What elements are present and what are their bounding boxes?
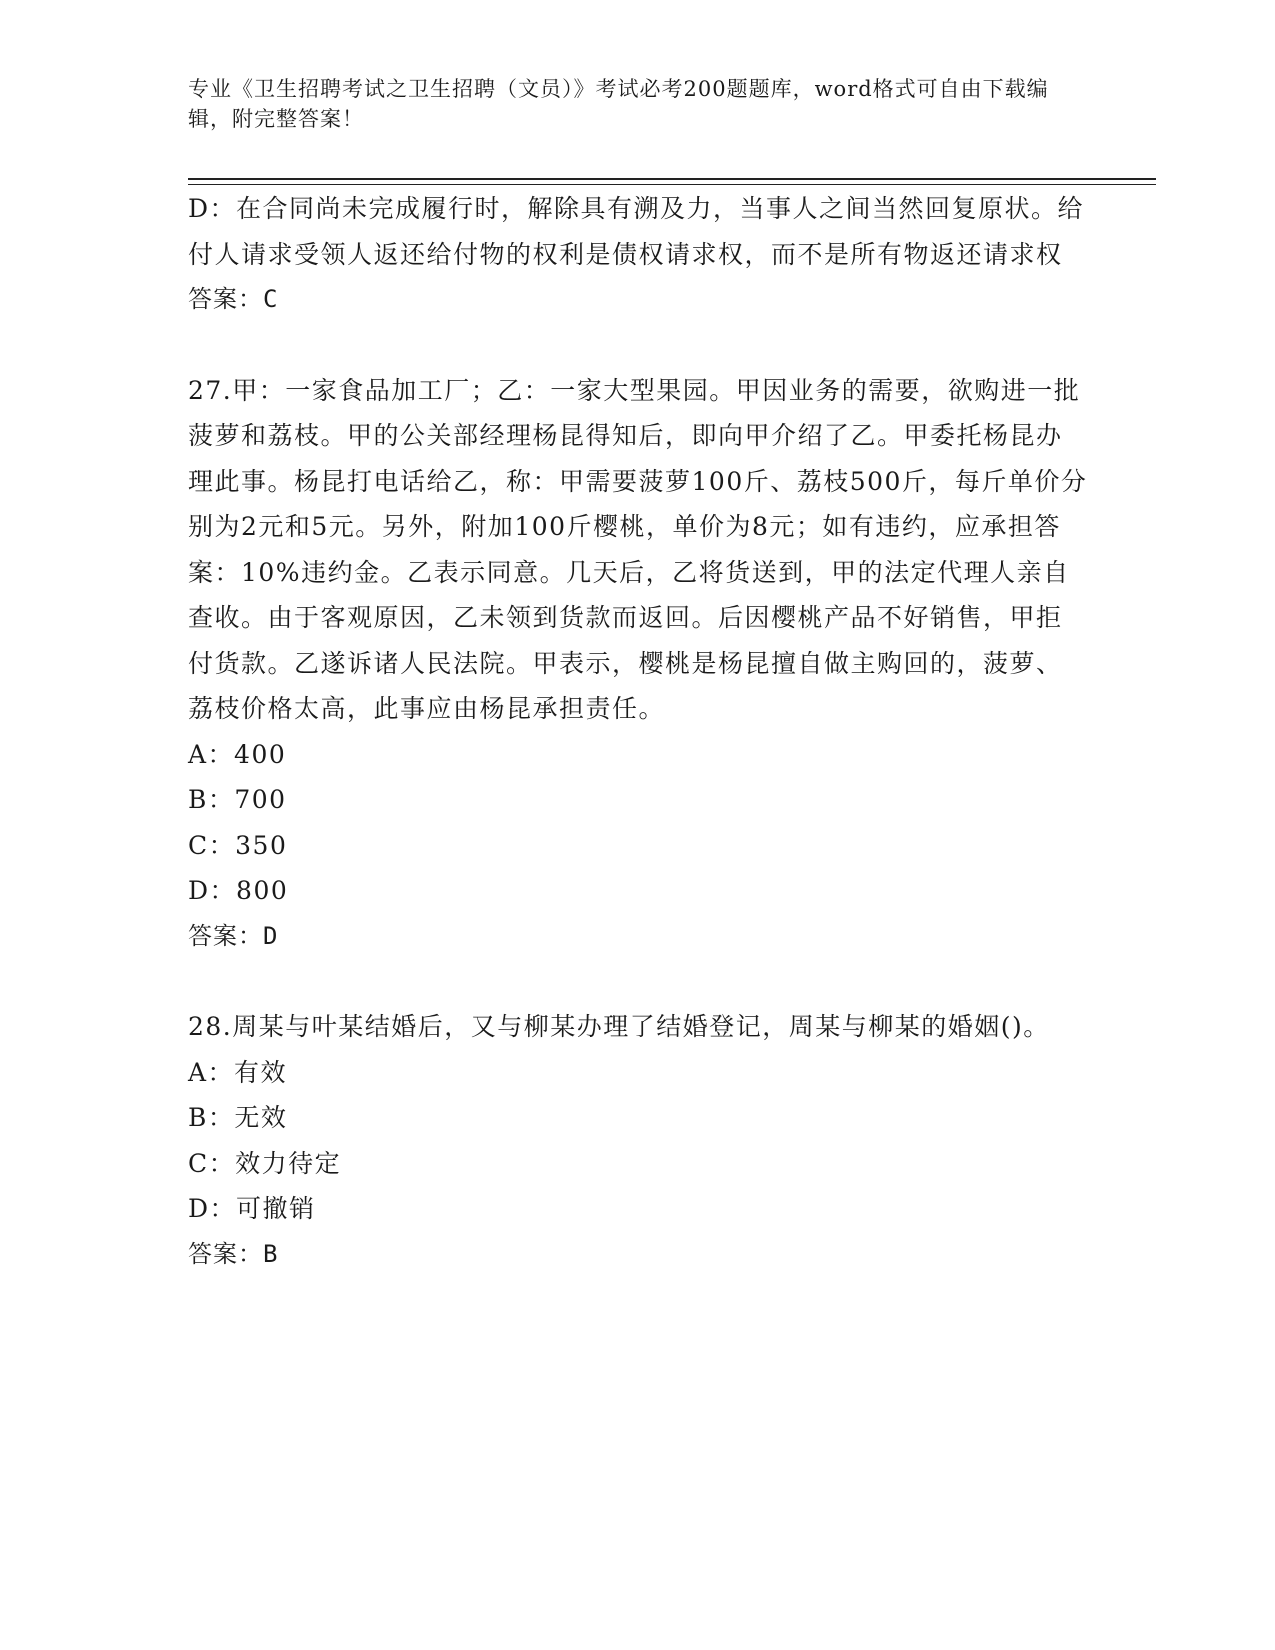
answer-line: 答案：D xyxy=(188,921,279,950)
question-stem: 28.周某与叶某结婚后，又与柳某办理了结婚登记，周某与柳某的婚姻()。 xyxy=(188,1012,1050,1041)
header-divider-thin xyxy=(188,184,1156,185)
option-b: B：无效 xyxy=(188,1103,288,1132)
question-28 xyxy=(188,1004,1088,1277)
answer-line: 答案：B xyxy=(188,1239,279,1268)
question-27 xyxy=(188,368,1088,960)
document-body xyxy=(188,186,1088,1277)
option-d: D：800 xyxy=(188,876,289,905)
option-c: C：效力待定 xyxy=(188,1148,342,1178)
answer-line: 答案：C xyxy=(188,285,279,313)
question-26-tail xyxy=(188,186,1088,323)
option-a: A：有效 xyxy=(188,1057,288,1087)
option-a: A：400 xyxy=(188,739,287,769)
option-c: C：350 xyxy=(188,830,288,860)
option-b: B：700 xyxy=(188,785,287,814)
option-d-text: D：在合同尚未完成履行时，解除具有溯及力，当事人之间当然回复原状。给付人请求受领人返还给付物的权利是债权请求权，而不是所有物返还请求权 xyxy=(188,194,1085,269)
spacer xyxy=(188,959,1088,1004)
question-stem: 27.甲：一家食品加工厂；乙：一家大型果园。甲因业务的需要，欲购进一批菠萝和荔枝。甲的公关部经理杨昆得知后，即向甲介绍了乙。甲委托杨昆办理此事。杨昆打电话给乙，称：甲需要菠萝100斤、荔枝500斤，每斤单价分别为2元和5元。另外，附加100斤樱桃，单价为8元；如有违约，应承担答案：10%违约金。乙表示同意。几天后，乙将货送到，甲的法定代理人亲自查收。由于客观原因，乙未领到货款而返回。后因樱桃产品不好销售，甲拒付货款。乙遂诉诸人民法院。甲表示，樱桃是杨昆擅自做主购回的，菠萝、荔枝价格太高，此事应由杨昆承担责任。 xyxy=(188,375,1088,723)
header-divider-thick xyxy=(188,178,1156,180)
option-d: D：可撤销 xyxy=(188,1194,316,1223)
spacer xyxy=(188,323,1088,368)
page-header-title: 专业《卫生招聘考试之卫生招聘（文员）》考试必考200题题库，word格式可自由下载编辑，附完整答案！ xyxy=(188,77,1049,131)
